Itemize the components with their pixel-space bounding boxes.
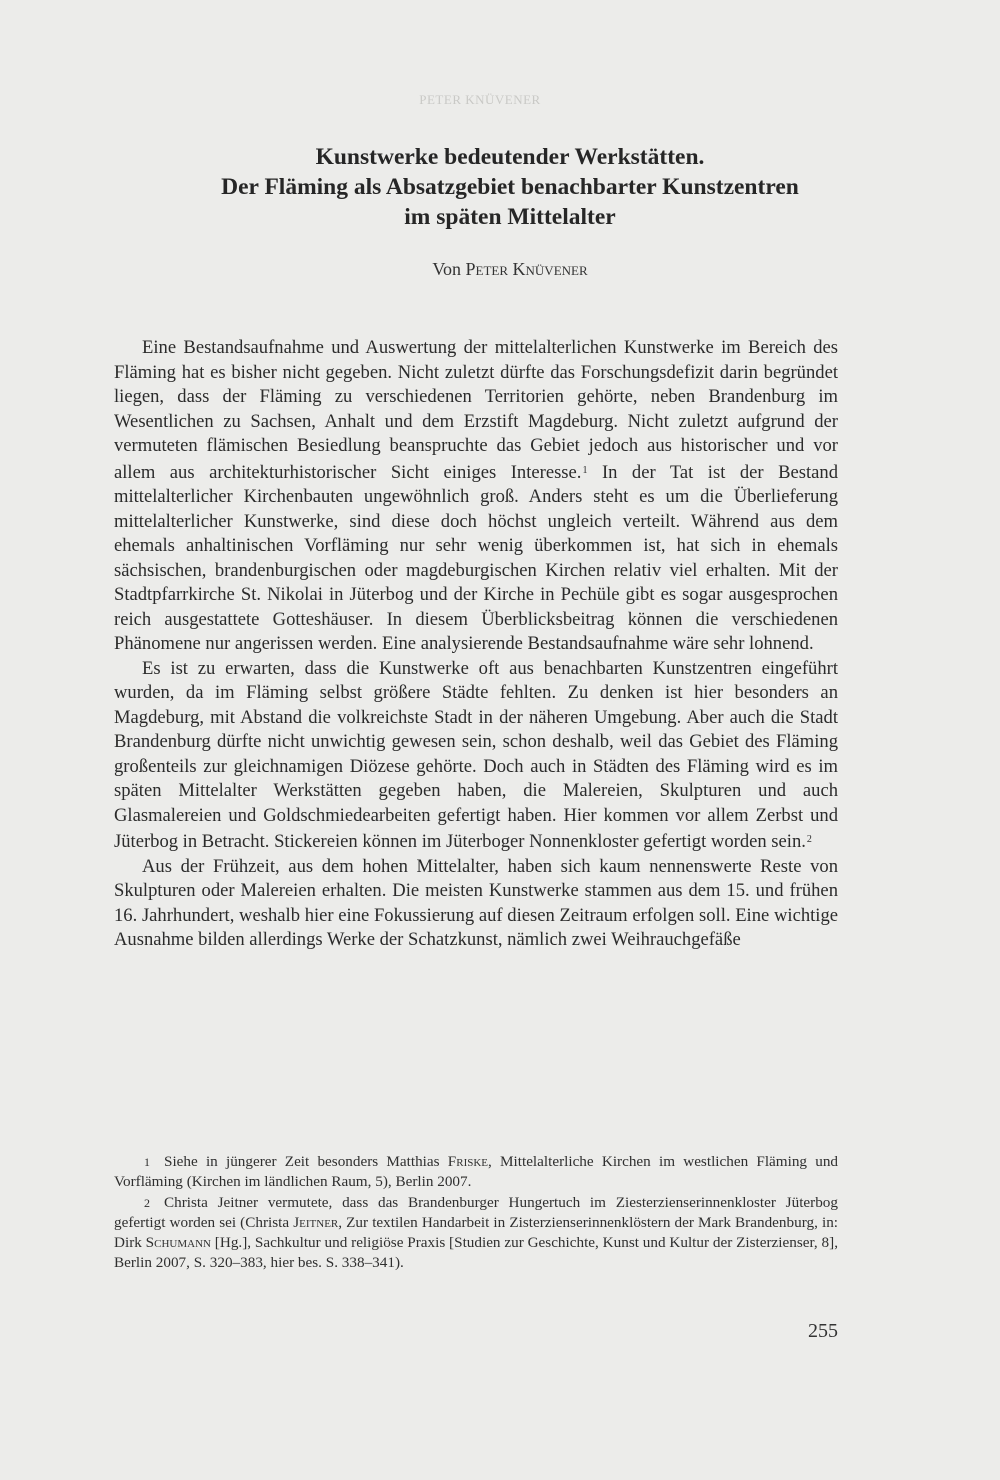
- body-text: [114, 336, 838, 953]
- author-name: Peter Knüvener: [465, 259, 588, 279]
- footnote-text: Siehe in jüngerer Zeit besonders Matthias: [164, 1153, 448, 1170]
- page-number: 255: [808, 1320, 838, 1342]
- footnote-1: [114, 1152, 838, 1192]
- footnote-number: 2: [144, 1196, 150, 1210]
- footnote-text: [Hg.], Sachkultur und religiöse Praxis [Studien zur Geschichte, Kunst und Kultur der Zisterzienser, 8], Berlin 2007, S. 320–383, hier bes. S. 338–341).: [114, 1234, 838, 1271]
- footnotes: [114, 1152, 838, 1274]
- article-title: [110, 142, 910, 232]
- author-line: [110, 259, 910, 280]
- paragraph-1: [114, 336, 838, 657]
- footnote-ref-2: 2: [806, 834, 812, 845]
- footnote-author: Jeitner: [293, 1214, 339, 1231]
- footnote-number: 1: [144, 1155, 150, 1169]
- paragraph-1-text: Eine Bestandsaufnahme und Auswertung der mittelalterlichen Kunstwerke im Bereich des Fläming hat es bisher nicht gegeben. Nicht zuletzt dürfte das Forschungsdefizit darin begründet liegen, dass der Fläming zu verschiedenen Territorien gehörte, neben Brandenburg im Wesentlichen zu Sachsen, Anhalt und dem Erzstift Magdeburg. Nicht zuletzt aufgrund der vermuteten flämischen Besiedlung beanspruchte das Gebiet jedoch aus historischer und vor allem aus architekturhistorischer Sicht einiges Interesse.: [114, 337, 838, 483]
- running-head-bleed-through: PETER KNÜVENER: [419, 92, 541, 107]
- footnote-text: Christa Jeitner vermutete, dass das Brandenburger Hungertuch im Ziesterzienserinnenkloster Jüterbog gefertigt worden sei (Christa: [114, 1194, 838, 1231]
- author-prefix: Von: [432, 259, 462, 279]
- footnote-ref-1: 1: [582, 464, 588, 476]
- title-line-1: Kunstwerke bedeutender Werkstätten.: [315, 144, 705, 170]
- footnote-text: , Mittelalterliche Kirchen im westlichen Fläming und Vorfläming (Kirchen im ländlichen Raum, 5), Berlin 2007.: [114, 1153, 839, 1190]
- title-line-2: Der Fläming als Absatzgebiet benachbarter Kunstzentren: [221, 174, 799, 200]
- title-line-3: im späten Mittelalter: [404, 204, 616, 230]
- footnote-author: Friske: [447, 1153, 489, 1170]
- footnote-editor: Schumann: [145, 1234, 211, 1251]
- paragraph-3: Aus der Frühzeit, aus dem hohen Mittelalter, haben sich kaum nennenswerte Reste von Skulpturen oder Malereien erhalten. Die meisten Kunstwerke stammen aus dem 15. und frühen 16. Jahrhundert, weshalb hier eine Fokussierung auf diesen Zeitraum erfolgen soll. Eine wichtige Ausnahme bilden allerdings Werke der Schatzkunst, nämlich zwei Weihrauchgefäße: [114, 855, 838, 950]
- footnote-2: [114, 1193, 838, 1273]
- paragraph-1-continued: In der Tat ist der Bestand mittelalterlicher Kirchenbauten ungewöhnlich groß. Anders steht es um die Überlieferung mittelalterlicher Kunstwerke, sind diese doch höchst ungleich verteilt. Während aus dem ehemals anhaltinischen Vorfläming nur sehr wenig überkommen ist, hat sich in ehemals sächsischen, brandenburgischen oder magdeburgischen Kirchen relativ viel erhalten. Mit der Stadtpfarrkirche St. Nikolai in Jüterbog und der Kirche in Pechüle gibt es sogar ausgesprochen reich ausgestattete Gotteshäuser. In diesem Überblicksbeitrag können die verschiedenen Phänomene nur angerissen werden. Eine analysierende Bestandsaufnahme wäre sehr lohnend.: [114, 461, 838, 654]
- footnote-text: , Zur textilen Handarbeit in Zisterzienserinnenklöstern der Mark Brandenburg, in: Dirk: [114, 1214, 839, 1251]
- paragraph-2: [114, 657, 838, 855]
- paragraph-2-text: Es ist zu erwarten, dass die Kunstwerke oft aus benachbarten Kunstzentren eingeführt wurden, da im Fläming selbst größere Städte fehlten. Zu denken ist hier besonders an Magdeburg, mit Abstand die volkreichste Stadt in der näheren Umgebung. Aber auch die Stadt Brandenburg dürfte nicht unwichtig gewesen sein, schon deshalb, weil das Gebiet des Fläming großenteils zur gleichnamigen Diözese gehörte. Doch auch in Städten des Fläming wird es im späten Mittelalter Werkstätten gegeben haben, die Malereien, Skulpturen und auch Glasmalereien und Goldschmiedearbeiten gefertigt haben. Hier kommen vor allem Zerbst und Jüterbog in Betracht. Stickereien können im Jüterboger Nonnenkloster gefertigt worden sein.: [114, 657, 838, 852]
